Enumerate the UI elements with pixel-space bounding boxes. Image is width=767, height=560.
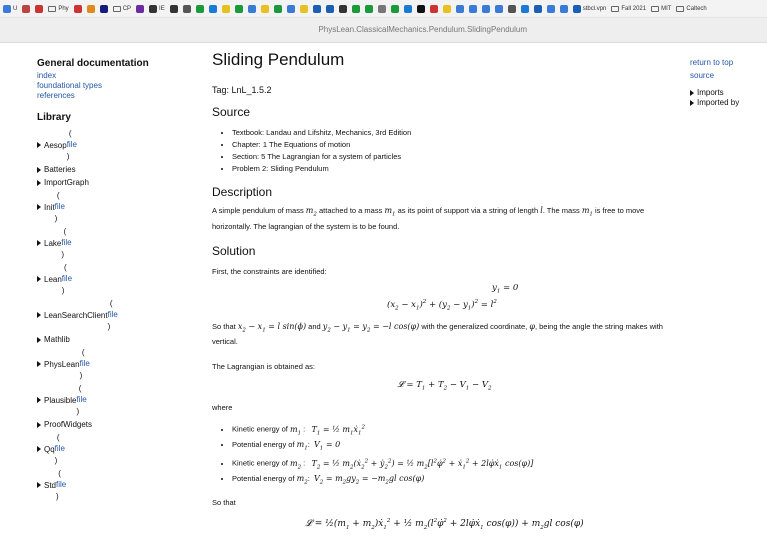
file-link[interactable]: ( file ) bbox=[66, 129, 77, 161]
module-name: PhysLean.ClassicalMechanics.Pendulum.SlidingPendulum bbox=[318, 25, 527, 34]
bookmark-item[interactable] bbox=[378, 5, 386, 13]
bookmark-folder[interactable] bbox=[113, 6, 131, 12]
triangle-right-icon bbox=[37, 276, 41, 282]
file-link[interactable]: ( file ) bbox=[61, 227, 72, 259]
file-link[interactable]: ( file ) bbox=[107, 299, 118, 331]
library-item-label: Init bbox=[44, 202, 55, 212]
favicon-icon bbox=[547, 5, 555, 13]
bookmark-item[interactable] bbox=[560, 5, 568, 13]
favicon-icon bbox=[391, 5, 399, 13]
favicon-icon bbox=[196, 5, 204, 13]
bookmark-folder[interactable] bbox=[676, 6, 706, 12]
bookmark-item[interactable] bbox=[35, 5, 43, 13]
favicon-icon bbox=[534, 5, 542, 13]
library-item-physlean[interactable] bbox=[37, 346, 187, 382]
bookmark-item[interactable] bbox=[22, 5, 30, 13]
lagrangian-equation: 𝓛 = $T_1 + T_2 - V_1 - V_2$ bbox=[397, 380, 492, 393]
favicon-icon bbox=[469, 5, 477, 13]
nav-link-foundational-types[interactable]: foundational types bbox=[37, 81, 102, 90]
folder-icon bbox=[113, 6, 121, 12]
library-item-label: PhysLean bbox=[44, 359, 80, 369]
list-item: • Potential energy of $m_1$: $V_1 = 0$ bbox=[232, 439, 677, 455]
source-heading: Source bbox=[212, 105, 251, 119]
favicon-icon bbox=[136, 5, 144, 13]
bookmark-item[interactable] bbox=[547, 5, 555, 13]
library-item-proofwidgets[interactable] bbox=[37, 418, 187, 431]
bookmark-label: IE bbox=[159, 5, 165, 12]
nav-link-references[interactable]: references bbox=[37, 91, 75, 100]
file-link[interactable]: ( file ) bbox=[79, 348, 90, 380]
file-link[interactable]: ( file ) bbox=[56, 469, 67, 501]
favicon-icon bbox=[573, 5, 581, 13]
energy-list bbox=[212, 421, 677, 489]
constraints-explanation: So that $x_2 - x_1 = l$ sin(ϕ) and $y_2 - y_1 = y_2 = -l$ cos(φ) with the generalized coordinate, φ, being the angle the string makes with vertical. bbox=[212, 321, 663, 347]
favicon-icon bbox=[443, 5, 451, 13]
left-nav bbox=[37, 58, 187, 503]
library-item-leansearchclient[interactable] bbox=[37, 297, 187, 333]
favicon-icon bbox=[287, 5, 295, 13]
bookmark-folder[interactable] bbox=[48, 6, 68, 12]
bookmark-item[interactable] bbox=[352, 5, 360, 13]
library-item-mathlib[interactable] bbox=[37, 333, 187, 346]
bookmark-item[interactable] bbox=[248, 5, 256, 13]
bookmark-item[interactable] bbox=[209, 5, 217, 13]
bookmark-item[interactable] bbox=[469, 5, 477, 13]
favicon-icon bbox=[313, 5, 321, 13]
favicon-icon bbox=[300, 5, 308, 13]
favicon-icon bbox=[521, 5, 529, 13]
bookmark-item[interactable] bbox=[326, 5, 334, 13]
folder-icon bbox=[651, 6, 659, 12]
constraint-equations: $y_1 = 0$ $(x_2 - x_1)^2 + (y_2 - y_1)^2 = l^2$ bbox=[387, 282, 519, 312]
favicon-icon bbox=[261, 5, 269, 13]
favicon-icon bbox=[149, 5, 157, 13]
bookmark-item[interactable] bbox=[495, 5, 503, 13]
favicon-icon bbox=[183, 5, 191, 13]
bookmark-item[interactable] bbox=[100, 5, 108, 13]
favicon-icon bbox=[417, 5, 425, 13]
folder-icon bbox=[611, 6, 619, 12]
triangle-right-icon bbox=[37, 204, 41, 210]
nav-link-index[interactable]: index bbox=[37, 71, 57, 80]
bookmark-item[interactable] bbox=[430, 5, 438, 13]
favicon-icon bbox=[209, 5, 217, 13]
favicon-icon bbox=[22, 5, 30, 13]
source-list bbox=[212, 127, 677, 175]
favicon-icon bbox=[560, 5, 568, 13]
right-nav bbox=[690, 58, 765, 108]
list-item: • Section: 5 The Lagrangian for a system of particles bbox=[232, 151, 677, 163]
triangle-right-icon bbox=[37, 142, 41, 148]
description-text: A simple pendulum of mass $m_2$ attached to a mass $m_1$ as its point of support via a string of length l. The mass $m_1$ is free to move horizontally. The lagrangian of the system is to be found. bbox=[212, 206, 645, 231]
favicon-icon bbox=[339, 5, 347, 13]
favicon-icon bbox=[326, 5, 334, 13]
tag-label: Tag: LnL_1.5.2 bbox=[212, 85, 272, 95]
bookmarks-bar bbox=[0, 0, 767, 18]
imports-toggle[interactable]: Imports bbox=[690, 88, 765, 98]
favicon-icon bbox=[235, 5, 243, 13]
bookmark-item[interactable] bbox=[222, 5, 230, 13]
list-item: • Problem 2: Sliding Pendulum bbox=[232, 163, 677, 175]
library-item-label: Plausible bbox=[44, 395, 77, 405]
bookmark-item[interactable] bbox=[534, 5, 542, 13]
folder-icon bbox=[48, 6, 56, 12]
bookmark-item[interactable] bbox=[136, 5, 144, 13]
list-item: • Textbook: Landau and Lifshitz, Mechanics, 3rd Edition bbox=[232, 127, 677, 139]
bookmark-item[interactable] bbox=[521, 5, 529, 13]
page-title: Sliding Pendulum bbox=[212, 50, 345, 69]
bookmark-label: Fall 2021 bbox=[621, 5, 647, 12]
list-item: • Potential energy of $m_2$: $V_2 = m_2gy_2 = -m_2gl$ cos(φ) bbox=[232, 473, 677, 489]
library-item-label: ProofWidgets bbox=[44, 420, 93, 429]
favicon-icon bbox=[274, 5, 282, 13]
library-item-std[interactable] bbox=[37, 467, 187, 503]
where-text: where bbox=[212, 403, 233, 413]
imported-by-toggle[interactable]: Imported by bbox=[690, 98, 765, 108]
favicon-icon bbox=[222, 5, 230, 13]
bookmark-item[interactable] bbox=[404, 5, 412, 13]
favicon-icon bbox=[482, 5, 490, 13]
triangle-right-icon bbox=[37, 446, 41, 452]
solution-heading: Solution bbox=[212, 243, 256, 258]
bookmark-item[interactable] bbox=[287, 5, 295, 13]
bookmark-label: MIT bbox=[661, 5, 672, 12]
library-item-aesop[interactable] bbox=[37, 127, 187, 163]
library-item-label: Lake bbox=[44, 238, 62, 248]
bookmark-item[interactable] bbox=[339, 5, 347, 13]
bookmark-item[interactable] bbox=[365, 5, 373, 13]
bookmark-item[interactable] bbox=[443, 5, 451, 13]
bookmark-label: CP bbox=[122, 5, 132, 12]
library-title: Library bbox=[37, 112, 71, 123]
list-item: • Kinetic energy of $m_1$ : $T_1$ = ½ $m_1ẋ_1^2$ bbox=[232, 421, 677, 439]
library-item-label: Lean bbox=[44, 274, 62, 284]
triangle-right-icon bbox=[690, 100, 694, 106]
triangle-right-icon bbox=[37, 167, 41, 173]
file-link[interactable]: ( file ) bbox=[76, 384, 87, 416]
bookmark-folder[interactable] bbox=[651, 6, 671, 12]
file-link[interactable]: ( file ) bbox=[54, 191, 65, 223]
bookmark-item[interactable] bbox=[170, 5, 178, 13]
bookmark-item[interactable] bbox=[573, 5, 607, 13]
library-item-label: Std bbox=[44, 480, 57, 490]
favicon-icon bbox=[3, 5, 11, 13]
folder-icon bbox=[676, 6, 684, 12]
bookmark-item[interactable] bbox=[456, 5, 464, 13]
triangle-right-icon bbox=[37, 180, 41, 186]
bookmark-item[interactable] bbox=[3, 5, 17, 13]
bookmark-item[interactable] bbox=[313, 5, 321, 13]
bookmark-folder[interactable] bbox=[611, 6, 646, 12]
final-lagrangian: 𝓛 = $\frac{1}{2}(m_1$ + $m_2)ẋ_1^2$ + ½ $m_2(l^2\varphi̇^2$ + 2lφ̇ẋ$_1$ $\cos(\varphi)) + m_2gl$ cos(φ) bbox=[305, 517, 584, 531]
bookmark-item[interactable] bbox=[183, 5, 191, 13]
general-doc-title: General documentation bbox=[37, 58, 149, 69]
bookmark-item[interactable] bbox=[482, 5, 490, 13]
library-item-init[interactable] bbox=[37, 189, 187, 225]
favicon-icon bbox=[352, 5, 360, 13]
file-link[interactable]: ( file ) bbox=[54, 433, 65, 465]
bookmark-item[interactable] bbox=[508, 5, 516, 13]
bookmark-item[interactable] bbox=[235, 5, 243, 13]
favicon-icon bbox=[404, 5, 412, 13]
library-item-qq[interactable] bbox=[37, 431, 187, 467]
bookmark-item[interactable] bbox=[196, 5, 204, 13]
triangle-right-icon bbox=[37, 361, 41, 367]
library-item-label: Aesop bbox=[44, 140, 67, 150]
library-item-plausible[interactable] bbox=[37, 382, 187, 418]
library-item-lake[interactable] bbox=[37, 225, 187, 261]
library-item-label: LeanSearchClient bbox=[44, 310, 108, 320]
library-item-lean[interactable] bbox=[37, 261, 187, 297]
triangle-right-icon bbox=[37, 422, 41, 428]
library-item-label: Qq bbox=[44, 444, 55, 454]
bookmark-label: Caltech bbox=[686, 5, 707, 12]
library-item-batteries[interactable] bbox=[37, 163, 187, 176]
favicon-icon bbox=[508, 5, 516, 13]
constraints-intro: First, the constraints are identified: bbox=[212, 266, 327, 276]
library-item-label: ImportGraph bbox=[44, 178, 89, 187]
triangle-right-icon bbox=[37, 240, 41, 246]
source-link[interactable]: source bbox=[690, 71, 715, 80]
favicon-icon bbox=[456, 5, 464, 13]
bookmark-item[interactable] bbox=[149, 5, 165, 13]
favicon-icon bbox=[35, 5, 43, 13]
triangle-right-icon bbox=[37, 312, 41, 318]
so-that-text: So that bbox=[212, 497, 236, 507]
favicon-icon bbox=[87, 5, 95, 13]
page-header bbox=[0, 18, 767, 43]
bookmark-item[interactable] bbox=[391, 5, 399, 13]
description-heading: Description bbox=[212, 185, 273, 199]
favicon-icon bbox=[100, 5, 108, 13]
favicon-icon bbox=[430, 5, 438, 13]
favicon-icon bbox=[495, 5, 503, 13]
bookmark-label: Phy bbox=[58, 5, 69, 12]
list-item: • Chapter: 1 The Equations of motion bbox=[232, 139, 677, 151]
bookmark-item[interactable] bbox=[300, 5, 308, 13]
bookmark-label: stbcl.vpn bbox=[582, 5, 607, 12]
lagrangian-intro: The Lagrangian is obtained as: bbox=[212, 362, 315, 372]
favicon-icon bbox=[378, 5, 386, 13]
favicon-icon bbox=[170, 5, 178, 13]
library-list bbox=[37, 127, 187, 503]
library-item-label: Mathlib bbox=[44, 335, 70, 344]
bookmark-label: U bbox=[13, 5, 18, 12]
return-to-top-link[interactable]: return to top bbox=[690, 58, 734, 67]
triangle-right-icon bbox=[37, 482, 41, 488]
library-item-label: Batteries bbox=[44, 165, 76, 174]
bookmark-item[interactable] bbox=[274, 5, 282, 13]
favicon-icon bbox=[365, 5, 373, 13]
triangle-right-icon bbox=[37, 337, 41, 343]
list-item: • Kinetic energy of $m_2$ : $T_2$ = ½ $m_2(ẋ_2^2$ + ẏ$_2^2$) = ½ $m_2[l^2\varphi̇^2$ + ẋ$_1^2$ + 2lφ̇ẋ$_1$ cos(φ)] bbox=[232, 455, 677, 473]
bookmark-item[interactable] bbox=[87, 5, 95, 13]
bookmark-item[interactable] bbox=[417, 5, 425, 13]
bookmark-item[interactable] bbox=[74, 5, 82, 13]
favicon-icon bbox=[248, 5, 256, 13]
main-content bbox=[212, 50, 677, 531]
triangle-right-icon bbox=[690, 90, 694, 96]
file-link[interactable]: ( file ) bbox=[61, 263, 73, 295]
favicon-icon bbox=[74, 5, 82, 13]
bookmark-item[interactable] bbox=[261, 5, 269, 13]
triangle-right-icon bbox=[37, 397, 41, 403]
library-item-importgraph[interactable] bbox=[37, 176, 187, 189]
